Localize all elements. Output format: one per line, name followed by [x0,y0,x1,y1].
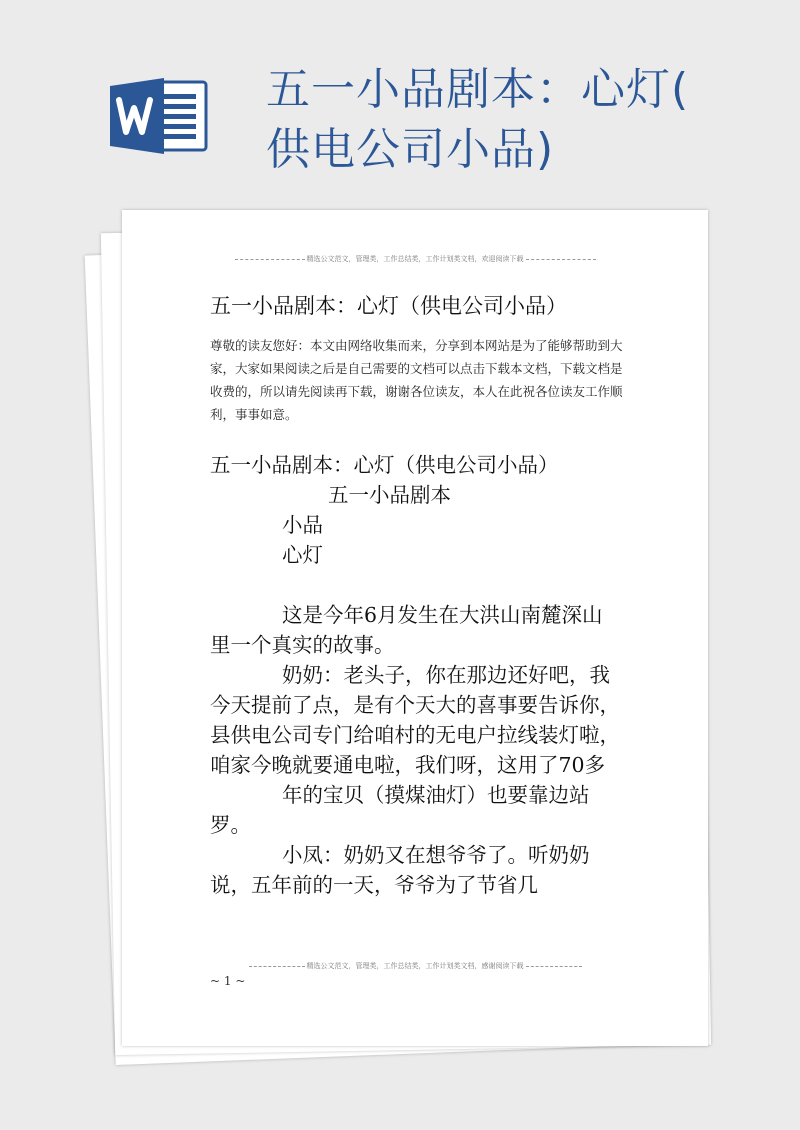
body-subtitle: 五一小品剧本 [328,483,451,507]
body-paragraph: 这是今年6月发生在大洪山南麓深山里一个真实的故事。 [210,603,603,657]
body-label-title: 心灯 [282,543,323,567]
document-title: 五一小品剧本：心灯（供电公司小品） [210,294,567,318]
page-footer: 精选公文范文，管理类，工作总结类，工作计划类文档，感谢阅读下载 [210,961,620,971]
document-page [122,210,708,1046]
body-label-skit: 小品 [282,513,323,537]
reader-notice: 尊敬的读友您好：本文由网络收集而来，分享到本网站是为了能够帮助到大家，大家如果阅读之后是自己需要的文档可以点击下载本文档，下载文档是收费的，所以请先阅读再下载，谢谢各位读友，本人在此祝各位读友工作顺利，事事如意。 [210,338,623,422]
word-document-icon [110,76,210,156]
body-paragraph: 奶奶：老头子，你在那边还好吧，我今天提前了点，是有个天大的喜事要告诉你，县供电公司专门给咱村的无电户拉线装灯啦，咱家今晚就要通电啦，我们呀，这用了70多 [210,663,620,777]
body-paragraph: 小凤：奶奶又在想爷爷了。听奶奶说，五年前的一天，爷爷为了节省几 [210,843,590,897]
banner-title-line-2: 供电公司小品) [266,124,555,175]
blank-line [210,570,620,600]
page-number: ~ 1 ~ [210,974,246,988]
body-title-line: 五一小品剧本：心灯（供电公司小品） [210,453,559,477]
banner-title [266,60,786,180]
page-header: 精选公文范文，管理类，工作总结类，工作计划类文档，欢迎阅读下载 [210,254,620,264]
banner-title-line-1: 五一小品剧本：心灯( [266,64,690,115]
document-body [210,450,620,900]
body-paragraph: 年的宝贝（摸煤油灯）也要靠边站罗。 [210,783,590,837]
